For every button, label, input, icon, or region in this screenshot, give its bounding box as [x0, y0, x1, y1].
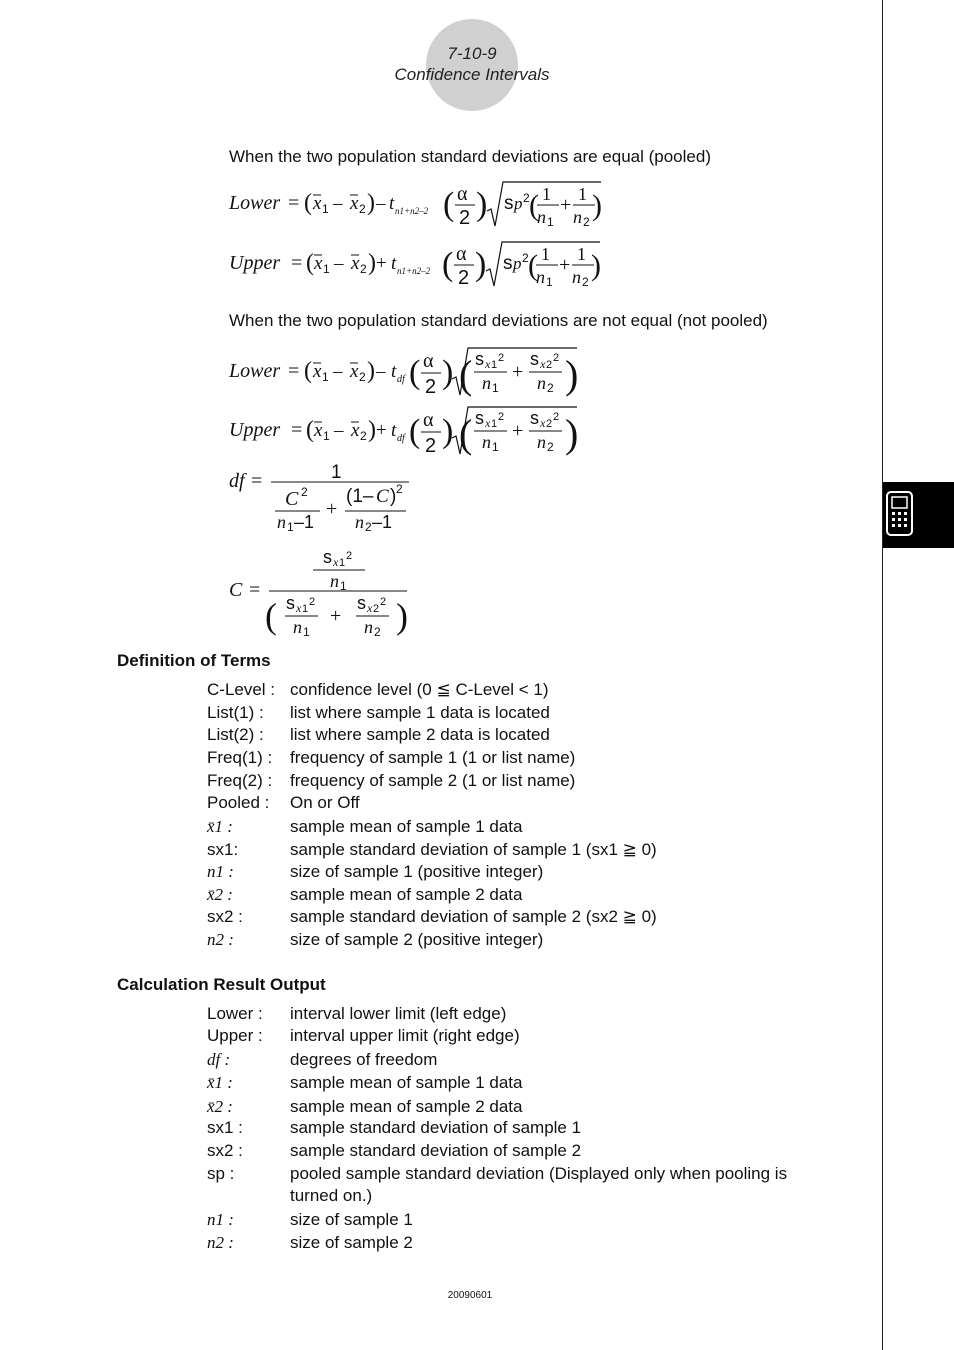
- svg-text:n: n: [277, 512, 286, 532]
- svg-text:n: n: [572, 267, 581, 287]
- list-item: x̄2 : sample mean of sample 2 data: [207, 885, 523, 904]
- list-item: n1 : size of sample 1: [207, 1210, 413, 1229]
- svg-text:x: x: [350, 193, 359, 214]
- svg-text:–: –: [334, 420, 344, 441]
- svg-text:C: C: [285, 488, 299, 510]
- footer-code: 20090601: [447, 1290, 493, 1301]
- svg-text:n: n: [330, 571, 339, 591]
- definitions-heading: Definition of Terms: [117, 651, 271, 670]
- list-item: sx2 : sample standard deviation of sample 2 (sx2 ≧ 0): [207, 907, 657, 926]
- svg-text:): ): [368, 250, 376, 276]
- svg-text:=: =: [249, 579, 261, 601]
- svg-text:+: +: [376, 253, 387, 274]
- svg-text:2: 2: [365, 520, 372, 534]
- svg-text:+: +: [560, 194, 572, 216]
- svg-text:1: 1: [491, 359, 498, 371]
- svg-text:df: df: [397, 374, 405, 385]
- svg-text:(: (: [265, 596, 277, 636]
- svg-text:s: s: [475, 408, 484, 428]
- svg-text:1: 1: [331, 462, 342, 483]
- svg-text:=: =: [288, 360, 300, 382]
- svg-text:): ): [367, 190, 375, 216]
- svg-text:1: 1: [322, 370, 329, 384]
- svg-text:1: 1: [492, 381, 499, 395]
- svg-text:1: 1: [287, 520, 294, 534]
- list-item: sp : pooled sample standard deviation (Displayed only when pooling is: [207, 1164, 788, 1183]
- svg-text:df: df: [397, 433, 405, 444]
- svg-text:(: (: [409, 354, 421, 391]
- svg-text:1: 1: [547, 215, 554, 229]
- svg-text:–: –: [333, 361, 343, 382]
- svg-text:2: 2: [301, 485, 308, 499]
- svg-text:n: n: [537, 207, 546, 227]
- svg-text:+: +: [326, 498, 338, 520]
- svg-text:): ): [592, 189, 602, 222]
- list-item: n2 : size of sample 2: [207, 1233, 413, 1252]
- svg-text:): ): [367, 358, 375, 384]
- svg-text:1: 1: [339, 557, 346, 569]
- svg-text:2: 2: [553, 411, 560, 423]
- svg-text:C: C: [229, 579, 243, 601]
- svg-text:1: 1: [578, 184, 587, 204]
- intro-pooled: When the two population standard deviations are equal (pooled): [229, 147, 711, 166]
- svg-text:α: α: [423, 350, 434, 372]
- formula-not-pooled-upper: [225, 402, 605, 458]
- svg-text:s: s: [530, 349, 539, 369]
- list-item: sx1: sample standard deviation of sample 1 (sx1 ≧ 0): [207, 840, 657, 859]
- list-item: sx1 : sample standard deviation of sample 1: [207, 1118, 582, 1137]
- list-item: List(2) : list where sample 2 data is located: [207, 725, 550, 744]
- svg-text:x: x: [350, 361, 359, 382]
- svg-text:t: t: [389, 193, 395, 214]
- svg-text:=: =: [251, 470, 263, 492]
- list-item: x̄2 : sample mean of sample 2 data: [207, 1097, 523, 1116]
- svg-text:p: p: [513, 254, 522, 273]
- svg-text:s: s: [323, 547, 332, 567]
- svg-text:n: n: [482, 373, 491, 393]
- formula-C: [225, 543, 425, 639]
- calculator-icon: [883, 482, 954, 548]
- list-item: C-Level : confidence level (0 ≦ C-Level < 1): [207, 680, 549, 699]
- formula-pooled-lower: [225, 178, 625, 232]
- svg-text:s: s: [503, 253, 513, 274]
- page-edge-rule: [882, 0, 883, 1350]
- svg-text:(1–: (1–: [346, 486, 374, 507]
- svg-text:α: α: [423, 409, 434, 431]
- svg-text:): ): [368, 417, 376, 443]
- svg-text:2: 2: [346, 550, 353, 562]
- svg-text:2: 2: [546, 359, 553, 371]
- formula-label: Lower: [229, 192, 281, 214]
- svg-text:s: s: [286, 593, 295, 613]
- formula-label: Upper: [229, 252, 281, 274]
- svg-text:): ): [396, 596, 408, 636]
- list-item: sx2 : sample standard deviation of sample 2: [207, 1141, 582, 1160]
- list-item: x̄1 : sample mean of sample 1 data: [207, 1073, 523, 1092]
- svg-text:2: 2: [583, 215, 590, 229]
- svg-text:(: (: [306, 417, 314, 443]
- svg-text:(: (: [459, 411, 473, 456]
- svg-text:2: 2: [359, 202, 366, 216]
- svg-text:2: 2: [546, 418, 553, 430]
- svg-text:x: x: [485, 357, 491, 371]
- list-item: Pooled : On or Off: [207, 793, 360, 812]
- svg-text:+: +: [512, 361, 524, 383]
- svg-text:2: 2: [547, 381, 554, 395]
- list-item: df : degrees of freedom: [207, 1050, 438, 1069]
- svg-text:n: n: [355, 512, 364, 532]
- svg-text:1: 1: [322, 202, 329, 216]
- list-item: x̄1 : sample mean of sample 1 data: [207, 817, 523, 836]
- svg-text:1: 1: [577, 244, 586, 264]
- svg-text:(: (: [529, 189, 539, 222]
- svg-text:Lower: Lower: [229, 360, 281, 382]
- svg-text:–: –: [376, 193, 386, 214]
- svg-text:p: p: [514, 194, 523, 213]
- svg-text:–: –: [376, 361, 386, 382]
- svg-text:2: 2: [547, 440, 554, 454]
- svg-text:–1: –1: [294, 512, 315, 532]
- svg-text:(: (: [306, 250, 314, 276]
- svg-text:x: x: [485, 416, 491, 430]
- section-title: Confidence Intervals: [394, 65, 550, 84]
- svg-text:x: x: [296, 601, 302, 615]
- svg-text:n: n: [293, 617, 302, 637]
- svg-text:+: +: [376, 420, 387, 441]
- svg-text:(: (: [459, 352, 473, 397]
- svg-text:x: x: [333, 555, 339, 569]
- list-item: Upper : interval upper limit (right edge): [207, 1026, 520, 1045]
- intro-not-pooled: When the two population standard deviations are not equal (not pooled): [229, 311, 768, 330]
- svg-text:(: (: [443, 186, 455, 223]
- svg-text:): ): [565, 411, 579, 456]
- page-number: 7-10-9: [447, 44, 497, 63]
- formula-df: [225, 460, 425, 536]
- svg-text:=: =: [291, 419, 303, 441]
- svg-text:C: C: [376, 486, 389, 507]
- svg-text:2: 2: [360, 262, 367, 276]
- svg-text:x: x: [540, 357, 546, 371]
- svg-text:–: –: [334, 253, 344, 274]
- formula-pooled-upper: [225, 238, 625, 292]
- svg-text:1: 1: [303, 625, 310, 639]
- svg-text:1: 1: [542, 184, 551, 204]
- svg-text:1: 1: [546, 275, 553, 289]
- svg-text:x: x: [314, 253, 323, 274]
- svg-text:): ): [442, 413, 454, 450]
- chapter-tab: [883, 482, 954, 548]
- svg-text:n: n: [537, 373, 546, 393]
- svg-text:1: 1: [323, 262, 330, 276]
- svg-text:x: x: [540, 416, 546, 430]
- svg-text:s: s: [530, 408, 539, 428]
- svg-text:1: 1: [492, 440, 499, 454]
- list-item: n1 : size of sample 1 (positive integer): [207, 862, 544, 881]
- svg-text:t: t: [391, 420, 397, 441]
- svg-text:(: (: [528, 249, 538, 282]
- list-item: List(1) : list where sample 1 data is located: [207, 703, 550, 722]
- list-item: Lower : interval lower limit (left edge): [207, 1004, 507, 1023]
- svg-text:s: s: [504, 193, 514, 214]
- svg-text:): ): [475, 246, 487, 283]
- svg-text:1: 1: [302, 603, 309, 615]
- svg-text:2: 2: [396, 482, 403, 496]
- svg-text:s: s: [475, 349, 484, 369]
- svg-text:+: +: [512, 420, 524, 442]
- svg-text:x: x: [351, 253, 360, 274]
- svg-text:n: n: [573, 207, 582, 227]
- svg-text:2: 2: [498, 352, 505, 364]
- svg-text:+: +: [559, 254, 571, 276]
- svg-text:2: 2: [425, 376, 437, 398]
- svg-text:n1+n2–2: n1+n2–2: [395, 206, 429, 216]
- svg-text:–1: –1: [372, 512, 393, 532]
- svg-text:2: 2: [459, 207, 471, 229]
- list-item: n2 : size of sample 2 (positive integer): [207, 930, 544, 949]
- svg-text:df: df: [229, 470, 245, 492]
- svg-text:–: –: [333, 193, 343, 214]
- svg-text:n1+n2–2: n1+n2–2: [397, 266, 431, 276]
- svg-text:2: 2: [360, 429, 367, 443]
- svg-text:2: 2: [498, 411, 505, 423]
- svg-text:1: 1: [491, 418, 498, 430]
- svg-text:n: n: [536, 267, 545, 287]
- svg-text:x: x: [351, 420, 360, 441]
- svg-text:n: n: [537, 432, 546, 452]
- svg-text:x: x: [313, 193, 322, 214]
- svg-text:=: =: [291, 252, 303, 274]
- svg-text:+: +: [330, 605, 342, 627]
- svg-text:2: 2: [553, 352, 560, 364]
- svg-text:): ): [476, 186, 488, 223]
- svg-text:): ): [591, 249, 601, 282]
- svg-text:2: 2: [374, 625, 381, 639]
- svg-text:2: 2: [522, 251, 529, 265]
- svg-text:α: α: [456, 243, 467, 265]
- svg-text:n: n: [482, 432, 491, 452]
- svg-text:x: x: [367, 601, 373, 615]
- svg-text:): ): [390, 486, 397, 507]
- list-item: Freq(1) : frequency of sample 1 (1 or list name): [207, 748, 576, 767]
- svg-text:2: 2: [359, 370, 366, 384]
- svg-text:t: t: [391, 253, 397, 274]
- svg-text:2: 2: [380, 596, 387, 608]
- svg-text:2: 2: [458, 267, 470, 289]
- svg-text:(: (: [442, 246, 454, 283]
- svg-text:2: 2: [373, 603, 380, 615]
- output-heading: Calculation Result Output: [117, 975, 326, 994]
- svg-text:α: α: [457, 183, 468, 205]
- svg-text:): ): [442, 354, 454, 391]
- svg-text:(: (: [304, 358, 312, 384]
- svg-text:(: (: [304, 190, 312, 216]
- svg-text:): ): [565, 352, 579, 397]
- svg-text:1: 1: [541, 244, 550, 264]
- svg-text:2: 2: [523, 191, 530, 205]
- svg-text:n: n: [364, 617, 373, 637]
- svg-text:x: x: [313, 361, 322, 382]
- svg-text:1: 1: [323, 429, 330, 443]
- svg-text:2: 2: [582, 275, 589, 289]
- svg-text:Upper: Upper: [229, 419, 281, 441]
- list-item-continuation: turned on.): [290, 1186, 373, 1205]
- svg-text:1: 1: [340, 579, 347, 593]
- svg-text:t: t: [391, 361, 397, 382]
- svg-text:(: (: [409, 413, 421, 450]
- svg-text:x: x: [314, 420, 323, 441]
- svg-text:2: 2: [309, 596, 316, 608]
- svg-text:=: =: [288, 192, 300, 214]
- list-item: Freq(2) : frequency of sample 2 (1 or list name): [207, 771, 576, 790]
- svg-text:2: 2: [425, 435, 437, 457]
- formula-not-pooled-lower: [225, 343, 605, 399]
- svg-text:s: s: [357, 593, 366, 613]
